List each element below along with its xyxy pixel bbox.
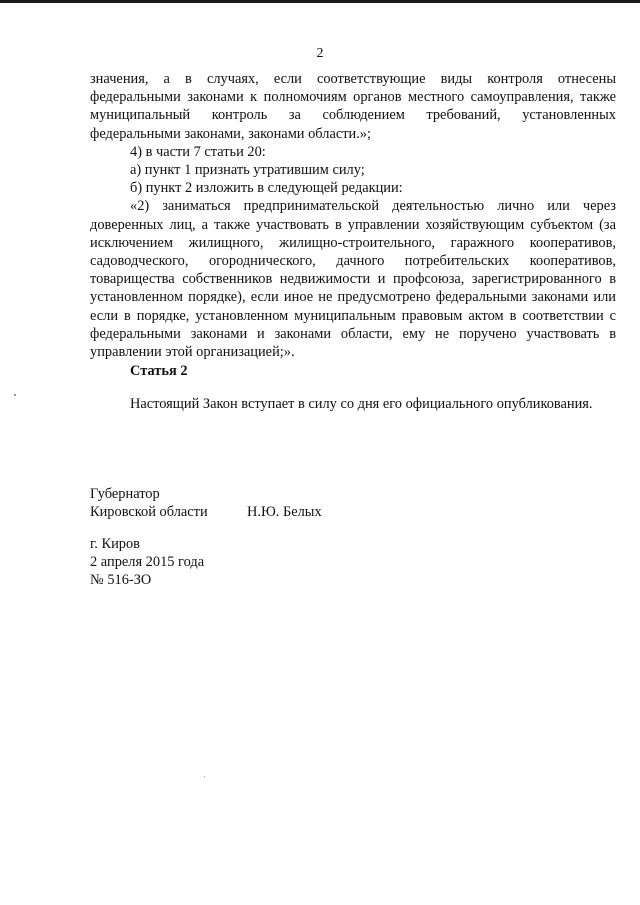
signature-region: Кировской области <box>90 504 208 521</box>
article-heading: Статья 2 <box>130 363 188 379</box>
signature-name: Н.Ю. Белых <box>247 504 322 521</box>
paragraph-item-b: б) пункт 2 изложить в следующей редакции: <box>130 180 403 197</box>
signature-block <box>90 485 322 521</box>
place-city: г. Киров <box>90 536 140 552</box>
scan-speck <box>14 394 16 396</box>
paragraph-quoted-point-2: «2) заниматься предпринимательской деятельностью лично или через доверенных лиц, а также участвовать в управлении хозяйствующим субъектом (за исключением жилищного, жилищно-строительного, гаражного кооперативов, садоводческого, огороднического, дачного потребительских кооперативов, товарищества собственников недвижимости и профсоюза, зарегистрированного в установленном порядке), если иное не предусмотрено федеральными законами или если в порядке, установленном муниципальным правовым актом в соответствии с федеральными законами и законами области, ему не поручено участвовать в управлении этой организацией;». <box>90 198 616 361</box>
article-2-heading-block <box>90 362 616 380</box>
amendment-text-block <box>90 70 616 361</box>
place-date-block <box>90 535 204 590</box>
page-number: 2 <box>316 46 324 61</box>
paragraph-item-4: 4) в части 7 статьи 20: <box>130 143 266 160</box>
article-2-text-block <box>90 395 616 413</box>
scan-speck <box>204 776 205 777</box>
top-border-line <box>0 0 640 3</box>
law-number: № 516-ЗО <box>90 572 152 589</box>
signature-title: Губернатор <box>90 486 160 502</box>
article-text: Настоящий Закон вступает в силу со дня его официального опубликования. <box>130 396 593 412</box>
signature-row <box>90 503 322 521</box>
paragraph-item-a: а) пункт 1 признать утратившим силу; <box>130 162 365 179</box>
law-date: 2 апреля 2015 года <box>90 554 205 571</box>
paragraph-continuation: значения, а в случаях, если соответствующие виды контроля отнесены федеральными законами к полномочиям органов местного самоуправления, также муниципальный контроль за соблюдением требований, установленных федеральными законами, законами области.»; <box>90 71 616 142</box>
